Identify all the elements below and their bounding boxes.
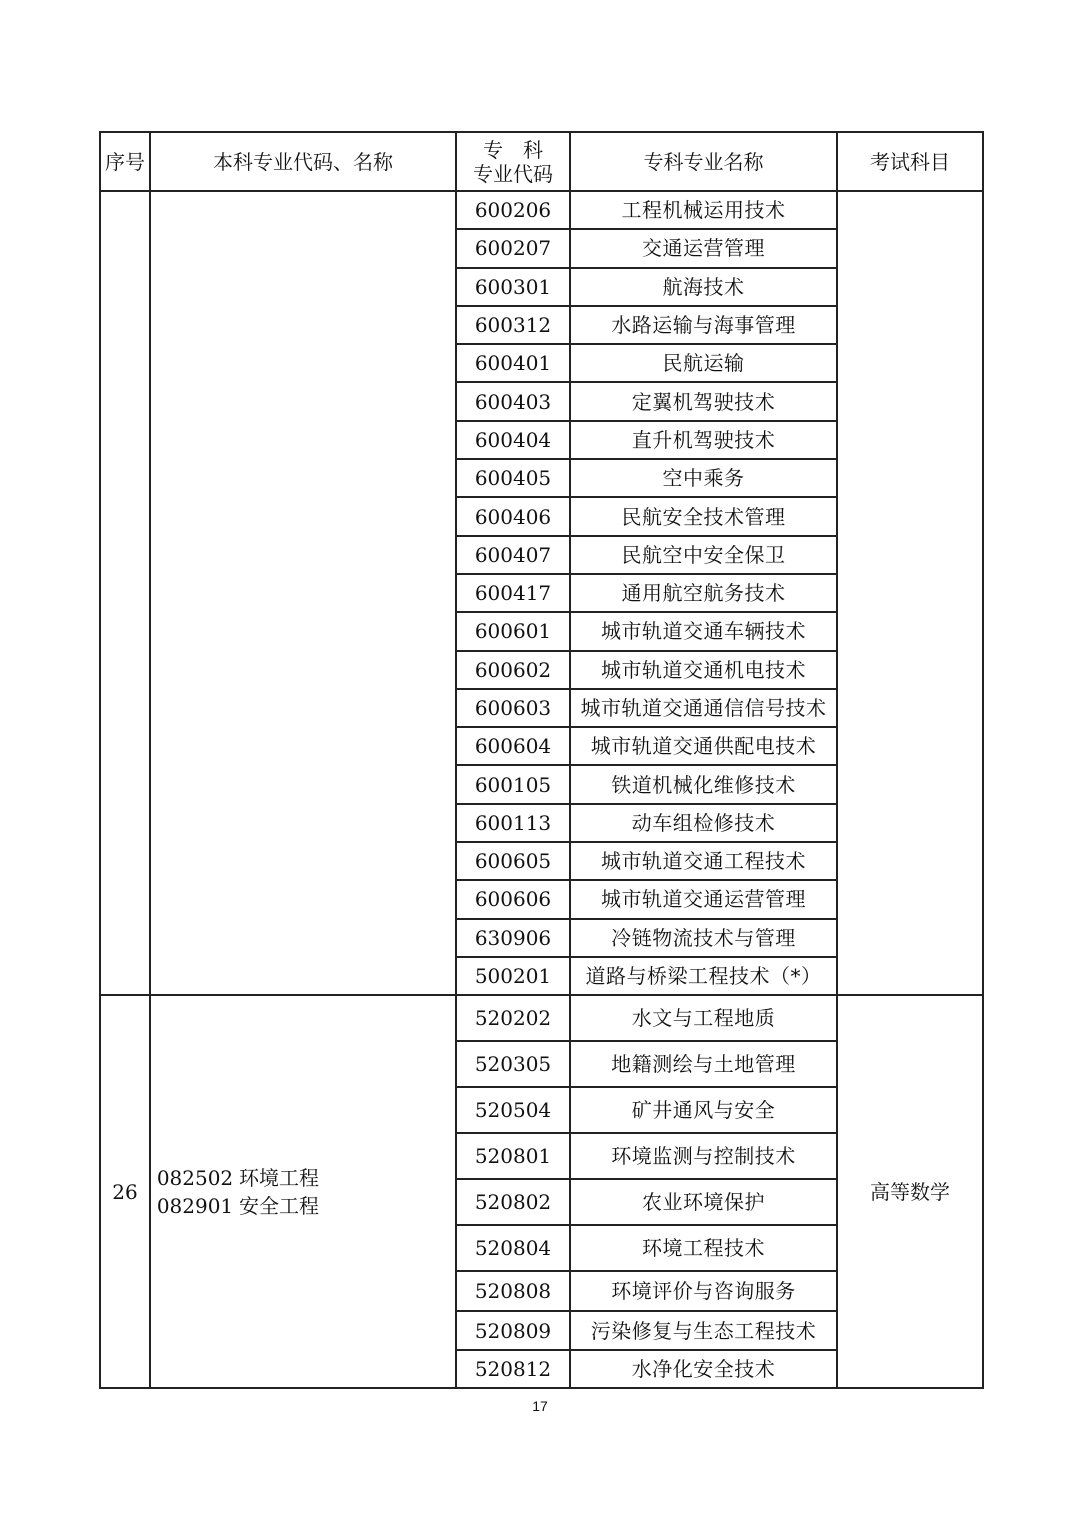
name-cell: 矿井通风与安全 (570, 1087, 837, 1133)
code-cell: 600606 (456, 880, 570, 918)
undergrad-majors-cell (150, 995, 456, 1388)
code-cell: 600604 (456, 727, 570, 765)
name-cell: 环境评价与咨询服务 (570, 1271, 837, 1311)
table-row (100, 995, 983, 1041)
name-cell: 城市轨道交通车辆技术 (570, 612, 837, 650)
major-code: 082901 (156, 1193, 234, 1218)
name-cell: 地籍测绘与土地管理 (570, 1041, 837, 1087)
name-cell: 环境工程技术 (570, 1225, 837, 1271)
name-cell: 民航运输 (570, 344, 837, 382)
name-cell: 城市轨道交通机电技术 (570, 651, 837, 689)
code-cell: 600407 (456, 536, 570, 574)
name-cell: 定翼机驾驶技术 (570, 382, 837, 420)
name-cell: 交通运营管理 (570, 229, 837, 267)
major-line (151, 1164, 455, 1192)
header-code (456, 132, 570, 191)
name-cell: 水净化安全技术 (570, 1350, 837, 1388)
code-cell: 600405 (456, 459, 570, 497)
code-cell: 600105 (456, 765, 570, 803)
code-cell: 520808 (456, 1271, 570, 1311)
header-row (100, 132, 983, 191)
name-cell: 道路与桥梁工程技术（*） (570, 957, 837, 995)
header-name: 专科专业名称 (570, 132, 837, 191)
undergrad-cell-empty (150, 191, 456, 995)
code-cell: 520305 (456, 1041, 570, 1087)
code-cell: 520801 (456, 1133, 570, 1179)
table-body (100, 191, 983, 1388)
code-cell: 600603 (456, 689, 570, 727)
header-exam: 考试科目 (837, 132, 983, 191)
code-cell: 600206 (456, 191, 570, 229)
code-cell: 600605 (456, 842, 570, 880)
name-cell: 工程机械运用技术 (570, 191, 837, 229)
code-cell: 600417 (456, 574, 570, 612)
code-cell: 520202 (456, 995, 570, 1041)
code-cell: 600601 (456, 612, 570, 650)
name-cell: 城市轨道交通运营管理 (570, 880, 837, 918)
name-cell: 民航安全技术管理 (570, 497, 837, 535)
code-cell: 600207 (456, 229, 570, 267)
code-cell: 600404 (456, 421, 570, 459)
major-name: 环境工程 (239, 1165, 319, 1190)
header-code-line2: 专业代码 (473, 161, 553, 186)
name-cell: 铁道机械化维修技术 (570, 765, 837, 803)
code-cell: 600602 (456, 651, 570, 689)
name-cell: 城市轨道交通工程技术 (570, 842, 837, 880)
code-cell: 500201 (456, 957, 570, 995)
name-cell: 污染修复与生态工程技术 (570, 1311, 837, 1350)
code-cell: 520504 (456, 1087, 570, 1133)
name-cell: 城市轨道交通供配电技术 (570, 727, 837, 765)
header-seq: 序号 (100, 132, 150, 191)
code-cell: 600401 (456, 344, 570, 382)
exam-cell: 高等数学 (837, 995, 983, 1388)
code-cell: 600403 (456, 382, 570, 420)
name-cell: 通用航空航务技术 (570, 574, 837, 612)
seq-cell-empty (100, 191, 150, 995)
major-name: 安全工程 (239, 1193, 319, 1218)
code-cell: 600312 (456, 306, 570, 344)
name-cell: 城市轨道交通通信信号技术 (570, 689, 837, 727)
majors-table (99, 131, 984, 1389)
code-cell: 520804 (456, 1225, 570, 1271)
exam-cell-empty (837, 191, 983, 995)
name-cell: 水路运输与海事管理 (570, 306, 837, 344)
code-cell: 600113 (456, 804, 570, 842)
page-number: 17 (532, 1398, 548, 1414)
name-cell: 动车组检修技术 (570, 804, 837, 842)
code-cell: 520809 (456, 1311, 570, 1350)
code-cell: 600301 (456, 268, 570, 306)
major-code: 082502 (156, 1165, 234, 1190)
name-cell: 水文与工程地质 (570, 995, 837, 1041)
major-line (151, 1192, 455, 1220)
name-cell: 空中乘务 (570, 459, 837, 497)
name-cell: 农业环境保护 (570, 1179, 837, 1225)
name-cell: 民航空中安全保卫 (570, 536, 837, 574)
seq-cell: 26 (100, 995, 150, 1388)
code-cell: 630906 (456, 919, 570, 957)
code-cell: 600406 (456, 497, 570, 535)
code-cell: 520802 (456, 1179, 570, 1225)
name-cell: 环境监测与控制技术 (570, 1133, 837, 1179)
code-cell: 520812 (456, 1350, 570, 1388)
table-row (100, 191, 983, 229)
header-code-line1: 专 科 (483, 137, 543, 162)
name-cell: 直升机驾驶技术 (570, 421, 837, 459)
header-undergrad: 本科专业代码、名称 (150, 132, 456, 191)
name-cell: 航海技术 (570, 268, 837, 306)
name-cell: 冷链物流技术与管理 (570, 919, 837, 957)
